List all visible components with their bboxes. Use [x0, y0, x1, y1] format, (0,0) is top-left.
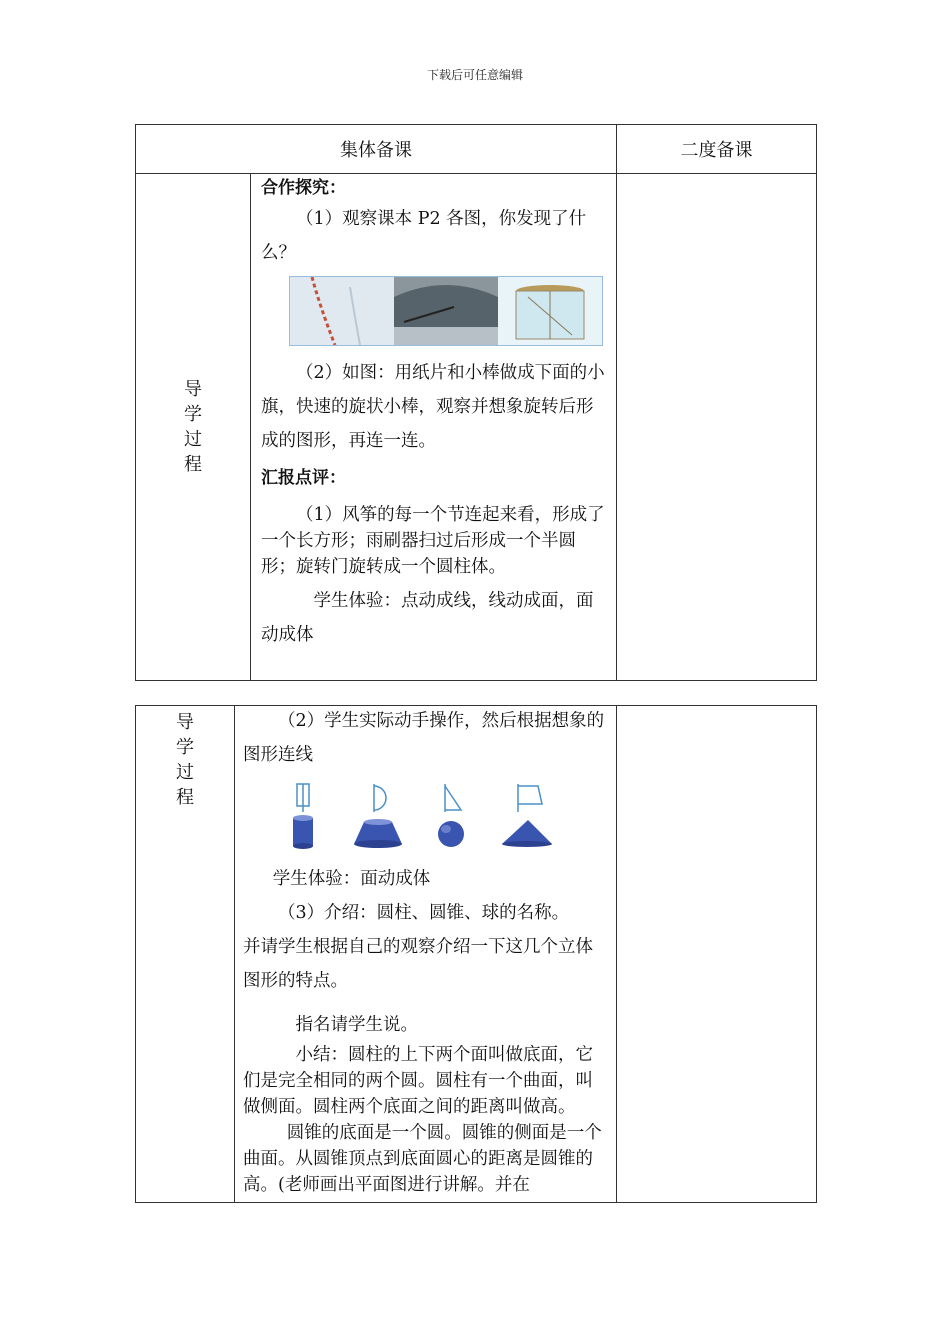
table-row — [136, 706, 817, 1203]
photo-strip — [289, 276, 603, 346]
paragraph: 学生体验：面动成体 — [272, 869, 431, 889]
paragraph: （3）介绍：圆柱、圆锥、球的名称。 — [278, 903, 570, 923]
paragraph: （1）风筝的每一个节连起来看，形成了一个长方形；雨刷器扫过后形成一个半圆形；旋转门旋转成一个圆柱体。 — [261, 505, 605, 577]
paragraph: （2）如图：用纸片和小棒做成下面的小旗，快速的旋状小棒，观察并想象旋转后形成的图形，再连一连。 — [261, 363, 605, 451]
side-char: 学 — [176, 737, 194, 758]
secondary-prep-cell — [617, 174, 817, 681]
paragraph: 并请学生根据自己的观察介绍一下这几个立体图形的特点。 — [243, 937, 593, 991]
cone-figure — [496, 782, 560, 854]
side-label — [136, 174, 251, 681]
secondary-prep-header: 二度备课 — [617, 125, 817, 174]
side-char: 程 — [176, 787, 194, 808]
paragraph: 小结：圆柱的上下两个面叫做底面，它们是完全相同的两个圆。圆柱有一个曲面，叫做侧面。圆柱两个底面之间的距离叫做高。 — [243, 1045, 593, 1117]
car-wiper-photo — [394, 277, 498, 345]
side-label — [136, 706, 235, 1203]
paragraph: （1）观察课本 P2 各图，你发现了什么？ — [261, 209, 587, 263]
paragraph: 圆锥的底面是一个圆。圆锥的侧面是一个曲面。从圆锥顶点到底面圆心的距离是圆锥的高。(老师画出平面图进行讲解。并在 — [243, 1123, 602, 1195]
side-char: 学 — [184, 404, 202, 425]
lesson-table-1 — [135, 124, 817, 681]
content-cell — [235, 706, 617, 1203]
content-cell — [251, 174, 617, 681]
section-title: 合作探究： — [261, 178, 346, 198]
side-char: 过 — [176, 762, 194, 783]
table-row — [136, 174, 817, 681]
collective-prep-header: 集体备课 — [136, 125, 617, 174]
side-char: 导 — [184, 379, 202, 400]
side-char: 过 — [184, 429, 202, 450]
lesson-table-2 — [135, 705, 817, 1203]
side-char: 导 — [176, 712, 194, 733]
side-char: 程 — [184, 454, 202, 475]
table-header-row — [136, 125, 817, 174]
revolving-door-photo — [498, 277, 602, 345]
frustum-figure — [346, 782, 410, 854]
cylinder-figure — [271, 782, 335, 854]
header-note: 下载后可任意编辑 — [426, 68, 523, 82]
paragraph: 学生体验：点动成线，线动成面，面动成体 — [261, 591, 594, 645]
paragraph: （2）学生实际动手操作，然后根据想象的图形连线 — [243, 711, 605, 765]
section-title: 汇报点评： — [261, 468, 346, 488]
paragraph: 指名请学生说。 — [295, 1015, 418, 1035]
shapes-figure — [265, 782, 565, 854]
secondary-prep-cell — [617, 706, 817, 1203]
kite-photo — [290, 277, 394, 345]
sphere-figure — [421, 782, 485, 854]
